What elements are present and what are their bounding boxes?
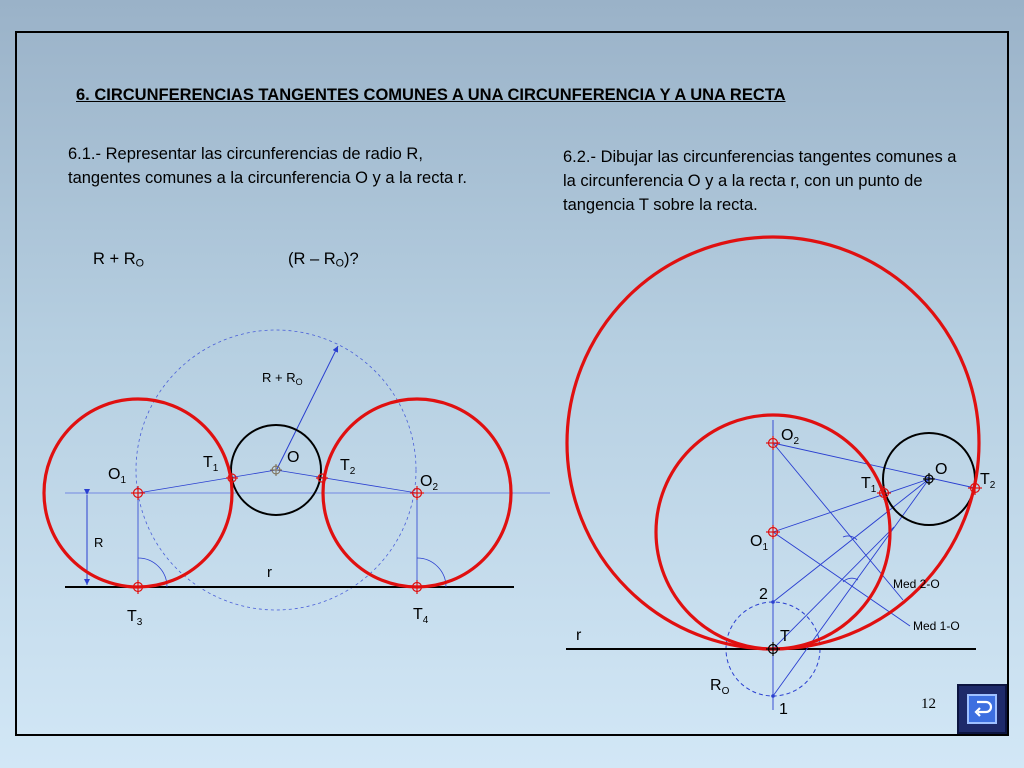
label-line-r: r: [267, 564, 272, 581]
point-2: [771, 600, 775, 604]
line-o-o1: [138, 470, 276, 493]
return-button[interactable]: [957, 684, 1007, 734]
figure-6-2: [566, 237, 996, 718]
formula-sum-sub: O: [135, 257, 144, 270]
label-ro: $R_O$: [710, 677, 730, 697]
marker-o-2: [923, 473, 935, 485]
label-o1-2: $O_1$: [750, 533, 769, 553]
marker-o1-2: [766, 525, 780, 539]
figure-6-1: [44, 330, 550, 628]
marker-o2-2: [766, 436, 780, 450]
angle-mark-1: [843, 536, 857, 540]
point-1: [771, 694, 775, 698]
label-t3: $T_3$: [127, 608, 143, 628]
marker-t1-2: [877, 486, 891, 500]
return-arrow-icon: [969, 696, 995, 722]
slide-title: 6. CIRCUNFERENCIAS TANGENTES COMUNES A UNA CIRCUNFERENCIA Y A UNA RECTA: [76, 86, 786, 104]
formula-diff-pre: (R – R: [288, 250, 336, 268]
label-o: O: [287, 449, 300, 466]
marker-o: [270, 464, 282, 476]
page-number: 12: [921, 696, 936, 712]
label-t: T: [780, 628, 790, 645]
problem-6-2-text: 6.2.- Dibujar las circunferencias tangentes comunes a la circunferencia O y a la recta r, con un punto de tangencia T sobre la recta.: [563, 148, 957, 214]
formula-diff-post: )?: [344, 250, 359, 268]
label-o1: $O_1$: [108, 466, 127, 486]
label-med-1-o: Med 1-O: [913, 619, 960, 633]
marker-o1: [131, 486, 145, 500]
label-r-radius: R: [94, 535, 104, 550]
label-med-2-o: Med 2-O: [893, 577, 940, 591]
label-t2-2: $T_2$: [980, 471, 996, 491]
label-radius-sum: $R + R_O$: [262, 370, 303, 387]
formula-diff-sub: O: [335, 257, 345, 270]
line-o1-o: [773, 479, 929, 532]
label-point-1: 1: [779, 701, 788, 718]
label-o-2: O: [935, 461, 948, 478]
label-line-r-2: r: [576, 627, 582, 644]
label-t2: $T_2$: [340, 457, 356, 477]
label-t4: $T_4$: [413, 606, 429, 626]
problem-6-1-text: 6.1.- Representar las circunferencias de radio R, tangentes comunes a la circunferencia O y a la recta r.: [68, 145, 467, 187]
return-button-face[interactable]: [967, 694, 997, 724]
label-t1: $T_1$: [203, 454, 219, 474]
formula-sum-main: R + R: [93, 250, 136, 268]
label-t1-2: $T_1$: [861, 475, 877, 495]
label-o2: $O_2$: [420, 473, 439, 493]
label-o2-2: $O_2$: [781, 427, 800, 447]
label-point-2: 2: [759, 586, 768, 603]
